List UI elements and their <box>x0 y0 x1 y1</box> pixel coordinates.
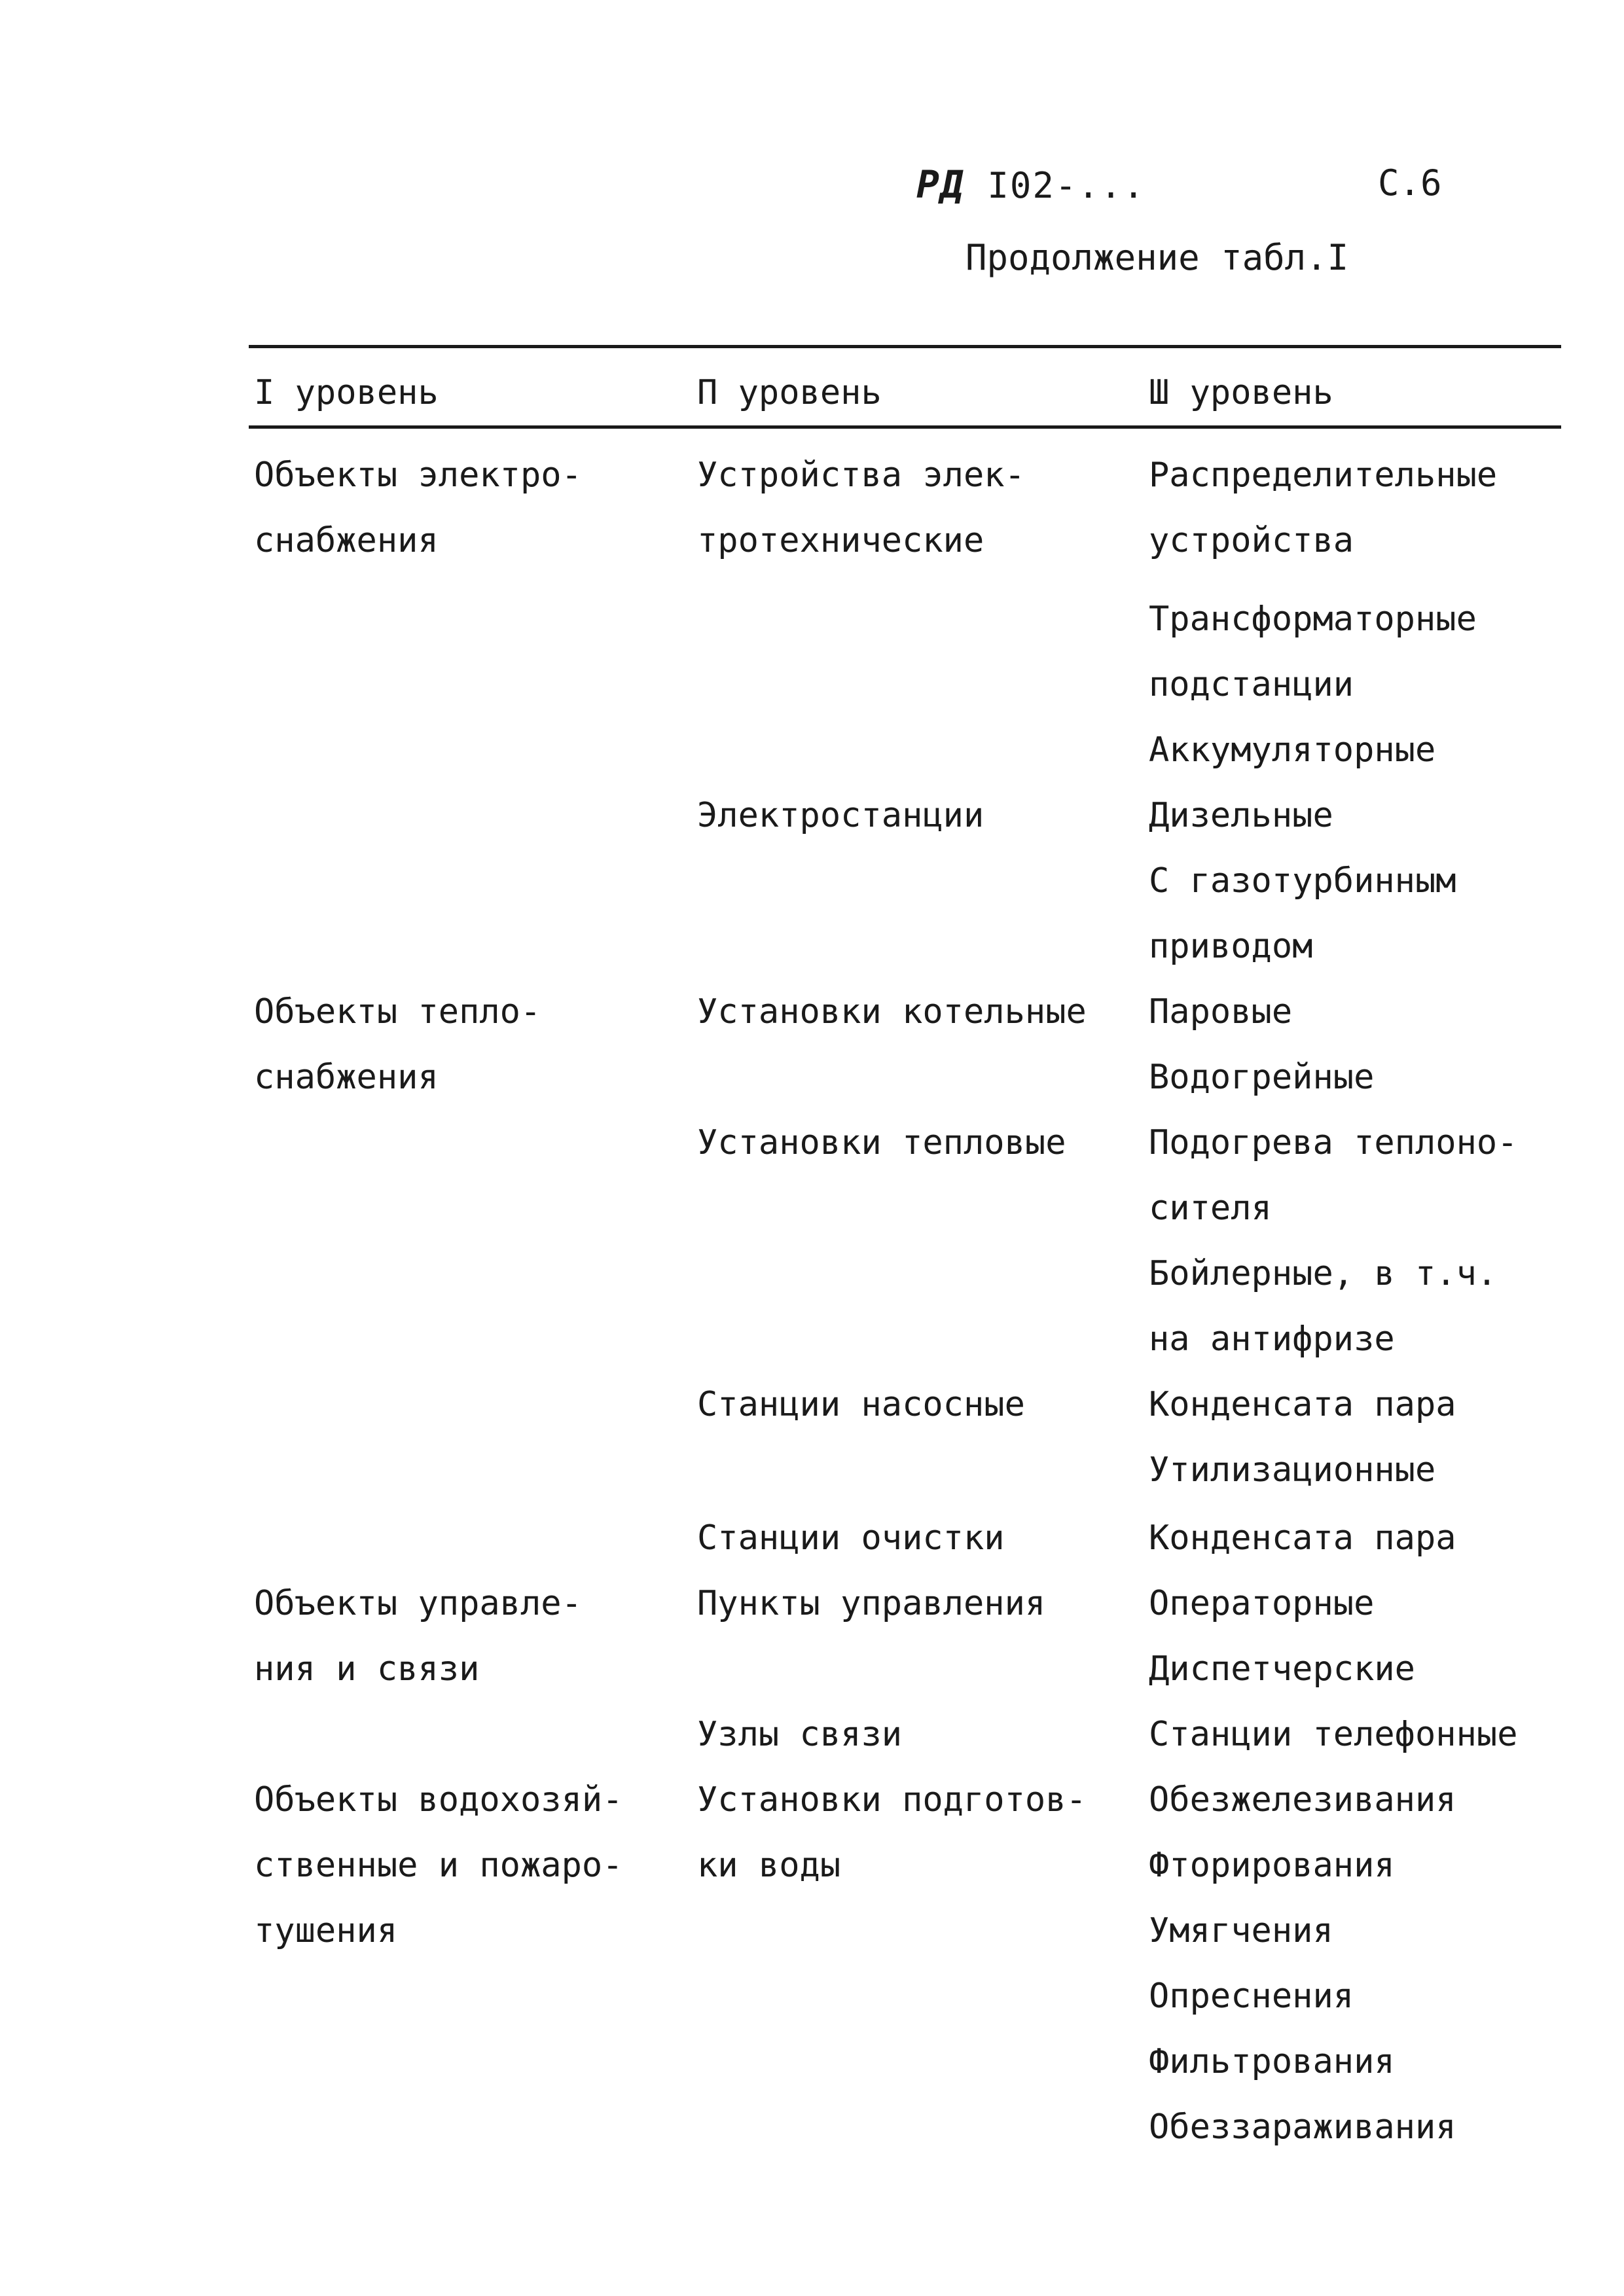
level3-cell: подстанции <box>1149 665 1354 704</box>
level3-cell: устройства <box>1149 521 1354 560</box>
table-continuation-caption: Продолжение табл.I <box>965 237 1349 278</box>
level3-cell: Умягчения <box>1149 1911 1333 1950</box>
level3-cell: Конденсата пара <box>1149 1385 1456 1424</box>
table-header-rule <box>249 425 1561 429</box>
level1-cell: ственные и пожаро- <box>254 1846 623 1885</box>
level3-cell: С газотурбинным <box>1149 861 1456 901</box>
document-code-number: I02-... <box>987 165 1146 206</box>
level2-cell: Пункты управления <box>697 1584 1046 1623</box>
level3-cell: Утилизационные <box>1149 1450 1436 1490</box>
level3-cell: Обезжелезивания <box>1149 1780 1456 1820</box>
level3-cell: Обеззараживания <box>1149 2108 1456 2147</box>
level3-cell: Трансформаторные <box>1149 600 1477 639</box>
level2-cell: Устройства элек- <box>697 456 1025 495</box>
level3-cell: на антифризе <box>1149 1319 1395 1359</box>
level3-cell: Распределительные <box>1149 456 1498 495</box>
level3-cell: Операторные <box>1149 1584 1375 1623</box>
level3-cell: Диспетчерские <box>1149 1649 1415 1689</box>
column-header-level-1: I уровень <box>254 373 439 412</box>
level2-cell: ки воды <box>697 1846 841 1885</box>
column-header-level-3: Ш уровень <box>1149 373 1333 412</box>
level3-cell: приводом <box>1149 927 1313 966</box>
document-code <box>916 162 1146 207</box>
level3-cell: Фторирования <box>1149 1846 1395 1885</box>
level3-cell: Паровые <box>1149 992 1293 1031</box>
level3-cell: Подогрева теплоно- <box>1149 1123 1518 1162</box>
page-number: С.6 <box>1378 162 1442 204</box>
level3-cell: Станции телефонные <box>1149 1715 1518 1754</box>
level3-cell: сителя <box>1149 1189 1272 1228</box>
level2-cell: Электростанции <box>697 796 984 835</box>
level1-cell: снабжения <box>254 521 439 560</box>
column-header-level-2: П уровень <box>697 373 882 412</box>
level2-cell: Узлы связи <box>697 1715 903 1754</box>
level1-cell: Объекты управле- <box>254 1584 582 1623</box>
level3-cell: Водогрейные <box>1149 1058 1375 1097</box>
level2-cell: Станции очистки <box>697 1518 1005 1558</box>
level1-cell: Объекты водохозяй- <box>254 1780 623 1820</box>
level2-cell: Установки подготов- <box>697 1780 1087 1820</box>
level1-cell: Объекты тепло- <box>254 992 541 1031</box>
level2-cell: тротехнические <box>697 521 984 560</box>
level2-cell: Установки тепловые <box>697 1123 1066 1162</box>
level1-cell: ния и связи <box>254 1649 480 1689</box>
level3-cell: Бойлерные, в т.ч. <box>1149 1254 1498 1293</box>
level2-cell: Установки котельные <box>697 992 1087 1031</box>
level3-cell: Аккумуляторные <box>1149 730 1436 770</box>
table-top-rule <box>249 345 1561 348</box>
level1-cell: Объекты электро- <box>254 456 582 495</box>
level3-cell: Опреснения <box>1149 1977 1354 2016</box>
level3-cell: Конденсата пара <box>1149 1518 1456 1558</box>
level1-cell: снабжения <box>254 1058 439 1097</box>
document-code-prefix: РД <box>916 162 965 207</box>
level1-cell: тушения <box>254 1911 398 1950</box>
level3-cell: Фильтрования <box>1149 2042 1395 2081</box>
level2-cell: Станции насосные <box>697 1385 1025 1424</box>
level3-cell: Дизельные <box>1149 796 1333 835</box>
